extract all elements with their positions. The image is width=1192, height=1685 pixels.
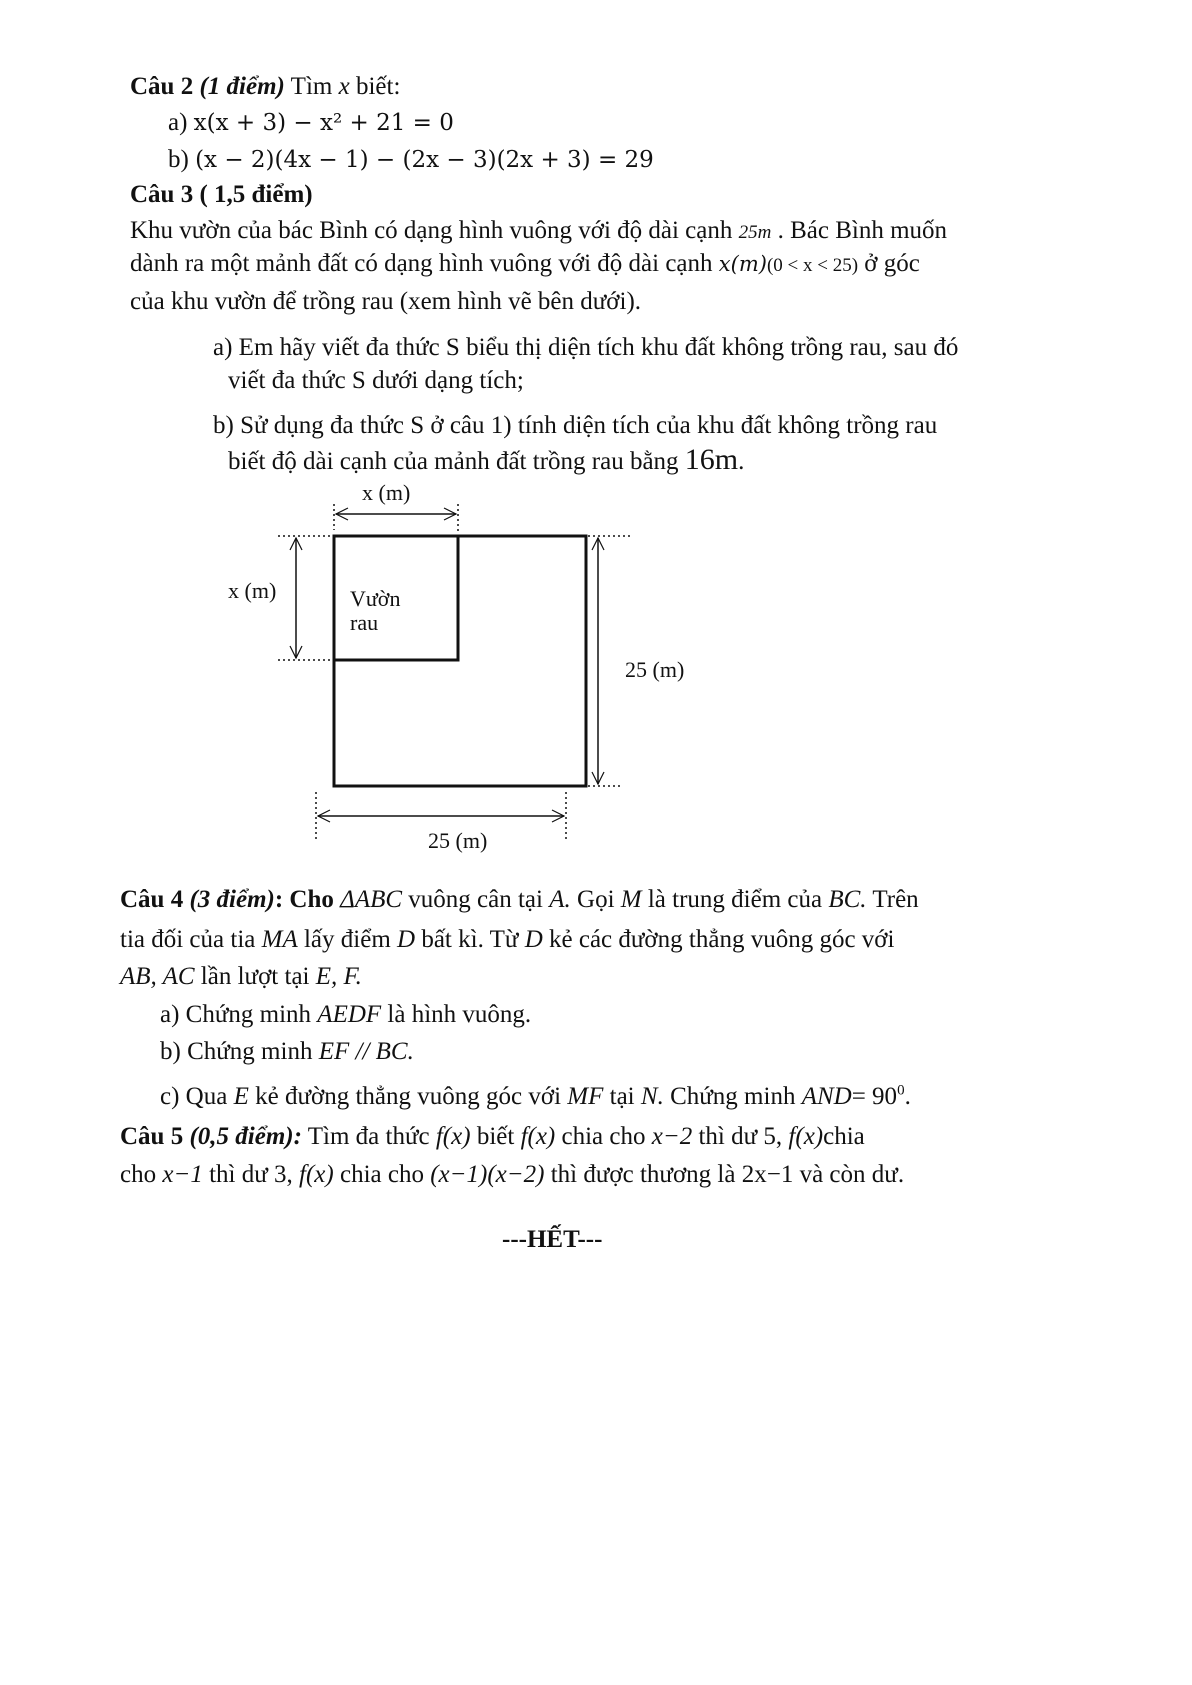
q4-line-1 (120, 885, 919, 915)
q5-fx-2: f(x) (520, 1123, 556, 1150)
q5-line1-d: thì dư 5, (698, 1123, 783, 1150)
q4-c-point-e: E (233, 1083, 249, 1110)
right-dimension (588, 536, 630, 786)
q3-intro2-post: ở góc (864, 250, 920, 277)
right-label: 25 (m) (625, 657, 685, 682)
q4-part-c (160, 1082, 911, 1112)
q5-product: (x−1)(x−2) (430, 1161, 545, 1188)
q4-line2-c: bất kì. Từ (421, 926, 519, 953)
q4-point-m: M (620, 886, 642, 913)
garden-label-2: rau (350, 610, 379, 635)
q4-point-d-2: D (524, 926, 543, 953)
q4-point-d: D (397, 926, 416, 953)
q3-intro2-pre: dành ra một mảnh đất có dạng hình vuông với độ dài cạnh (130, 250, 713, 277)
q3-a-line1: a) Em hãy viết đa thức S biểu thị diện tích khu đất không trồng rau, sau đó (213, 334, 959, 361)
q5-line2-c: chia cho (339, 1161, 424, 1188)
q4-a-label: a) (160, 1001, 180, 1028)
q5-fx-3: f(x) (788, 1123, 824, 1150)
q4-point-a: A. (549, 886, 571, 913)
q2-b-label: b) (168, 146, 189, 173)
q4-line-2 (120, 925, 894, 955)
q5-line2-a: cho (120, 1161, 157, 1188)
q4-c-4: Chứng minh (670, 1083, 796, 1110)
q3-b-line2-val: 16m (684, 443, 739, 476)
garden-label-1: Vườn (350, 586, 401, 611)
q2-prompt-post: biết: (355, 73, 401, 100)
q3-intro2-cond: (0 < x < 25) (766, 255, 859, 276)
q3-intro2-var: x(m) (718, 252, 767, 276)
q4-line2-d: kẻ các đường thẳng vuông góc với (549, 926, 895, 953)
q4-a-text: Chứng minh (185, 1001, 312, 1028)
bottom-label: 25 (m) (428, 828, 488, 853)
q4-c-1: Qua (185, 1083, 228, 1110)
q2-heading (130, 72, 400, 102)
q4-c-label: c) (160, 1083, 180, 1110)
q4-line3-a: lần lượt tại (200, 963, 310, 990)
q3-intro1-val: 25m (738, 222, 772, 243)
q4-line1-d: là trung điểm của (647, 886, 823, 913)
top-dimension (334, 504, 458, 532)
q4-triangle: ΔABC (340, 886, 403, 913)
q4-lines-ab-ac: AB, AC (120, 963, 195, 990)
q4-part-b (160, 1037, 414, 1067)
q5-line-2 (120, 1160, 904, 1190)
q5-line1-a: Tìm đa thức (307, 1123, 430, 1150)
q5-quotient: 2x−1 (741, 1161, 794, 1188)
q5-points: (0,5 điểm): (189, 1123, 302, 1150)
q4-b-text: Chứng minh (187, 1038, 313, 1065)
q3-title: Câu 3 ( 1,5 điểm) (130, 181, 313, 208)
q2-points: (1 điểm) (199, 73, 285, 100)
q4-c-3: tại (609, 1083, 635, 1110)
q5-line1-e: chia (823, 1123, 865, 1150)
q3-b-line2 (228, 445, 744, 477)
q5-line1-c: chia cho (561, 1123, 646, 1150)
q5-line-1 (120, 1122, 865, 1152)
q3-b-line2-post: . (738, 448, 745, 475)
garden-figure (220, 480, 740, 920)
q3-b-line2-pre: biết độ dài cạnh của mảnh đất trồng rau bằng (228, 448, 679, 475)
q4-c-degree: 0 (897, 1082, 905, 1099)
q3-b-line1: b) Sử dụng đa thức S ở câu 1) tính diện tích của khu đất không trồng rau (213, 412, 938, 439)
q2-part-b (168, 145, 654, 175)
q4-b-label: b) (160, 1038, 181, 1065)
q3-intro-2 (130, 249, 920, 281)
q5-line2-d: thì được thương là (550, 1161, 736, 1188)
q4-line1-b: vuông cân tại (408, 886, 543, 913)
q4-title: Câu 4 (120, 886, 184, 913)
end-marker: ---HẾT--- (502, 1226, 603, 1253)
q2-a-label: a) (168, 109, 188, 136)
q4-line2-a: tia đối của tia (120, 926, 256, 953)
q5-line2-b: thì dư 3, (209, 1161, 293, 1188)
q5-divisor-2: x−1 (162, 1161, 203, 1188)
q5-fx-4: f(x) (299, 1161, 334, 1188)
q4-c-angle: AND (801, 1083, 852, 1110)
q4-line-3 (120, 962, 362, 992)
left-label: x (m) (228, 578, 277, 603)
q4-line1-e: Trên (872, 886, 919, 913)
q4-c-segment-mf: MF (567, 1083, 604, 1110)
q4-c-end: . (904, 1083, 911, 1110)
q5-line1-b: biết (476, 1123, 515, 1150)
q4-c-eq: = 90 (851, 1083, 898, 1110)
q2-prompt-var: x (338, 73, 350, 100)
left-dimension (278, 536, 332, 660)
top-label: x (m) (362, 480, 411, 505)
q3-intro-1 (130, 216, 947, 248)
q3-intro1-post: . Bác Bình muốn (777, 217, 948, 244)
q2-b-expr: (x − 2)(4x − 1) − (2x − 3)(2x + 3) = 29 (195, 147, 654, 173)
q4-a-post: là hình vuông. (387, 1001, 532, 1028)
q4-line1-a: : Cho (274, 886, 334, 913)
q2-part-a (168, 108, 454, 138)
q3-intro-3: của khu vườn để trồng rau (xem hình vẽ bên dưới). (130, 288, 642, 315)
q2-a-expr: x(x + 3) − x² + 21 = 0 (193, 110, 454, 136)
q4-ray-ma: MA (261, 926, 298, 953)
q4-points: (3 điểm) (189, 886, 275, 913)
q5-line2-e: và còn dư. (799, 1161, 905, 1188)
q3-a-line2: viết đa thức S dưới dạng tích; (228, 367, 524, 394)
q4-points-ef: E, F. (315, 963, 362, 990)
q5-fx-1: f(x) (435, 1123, 471, 1150)
q5-title: Câu 5 (120, 1123, 184, 1150)
q4-segment-bc: BC. (828, 886, 867, 913)
q4-line2-b: lấy điểm (303, 926, 391, 953)
q4-part-a (160, 1000, 531, 1030)
q2-title: Câu 2 (130, 73, 194, 100)
q4-c-point-n: N. (640, 1083, 664, 1110)
q5-divisor-1: x−2 (651, 1123, 693, 1150)
q2-prompt-pre: Tìm (290, 73, 333, 100)
q4-b-figure: EF // BC. (318, 1038, 414, 1065)
q3-intro1-pre: Khu vườn của bác Bình có dạng hình vuông với độ dài cạnh (130, 217, 733, 244)
q4-c-2: kẻ đường thẳng vuông góc với (255, 1083, 562, 1110)
q4-line1-c: Gọi (577, 886, 615, 913)
q4-a-figure: AEDF (317, 1001, 382, 1028)
